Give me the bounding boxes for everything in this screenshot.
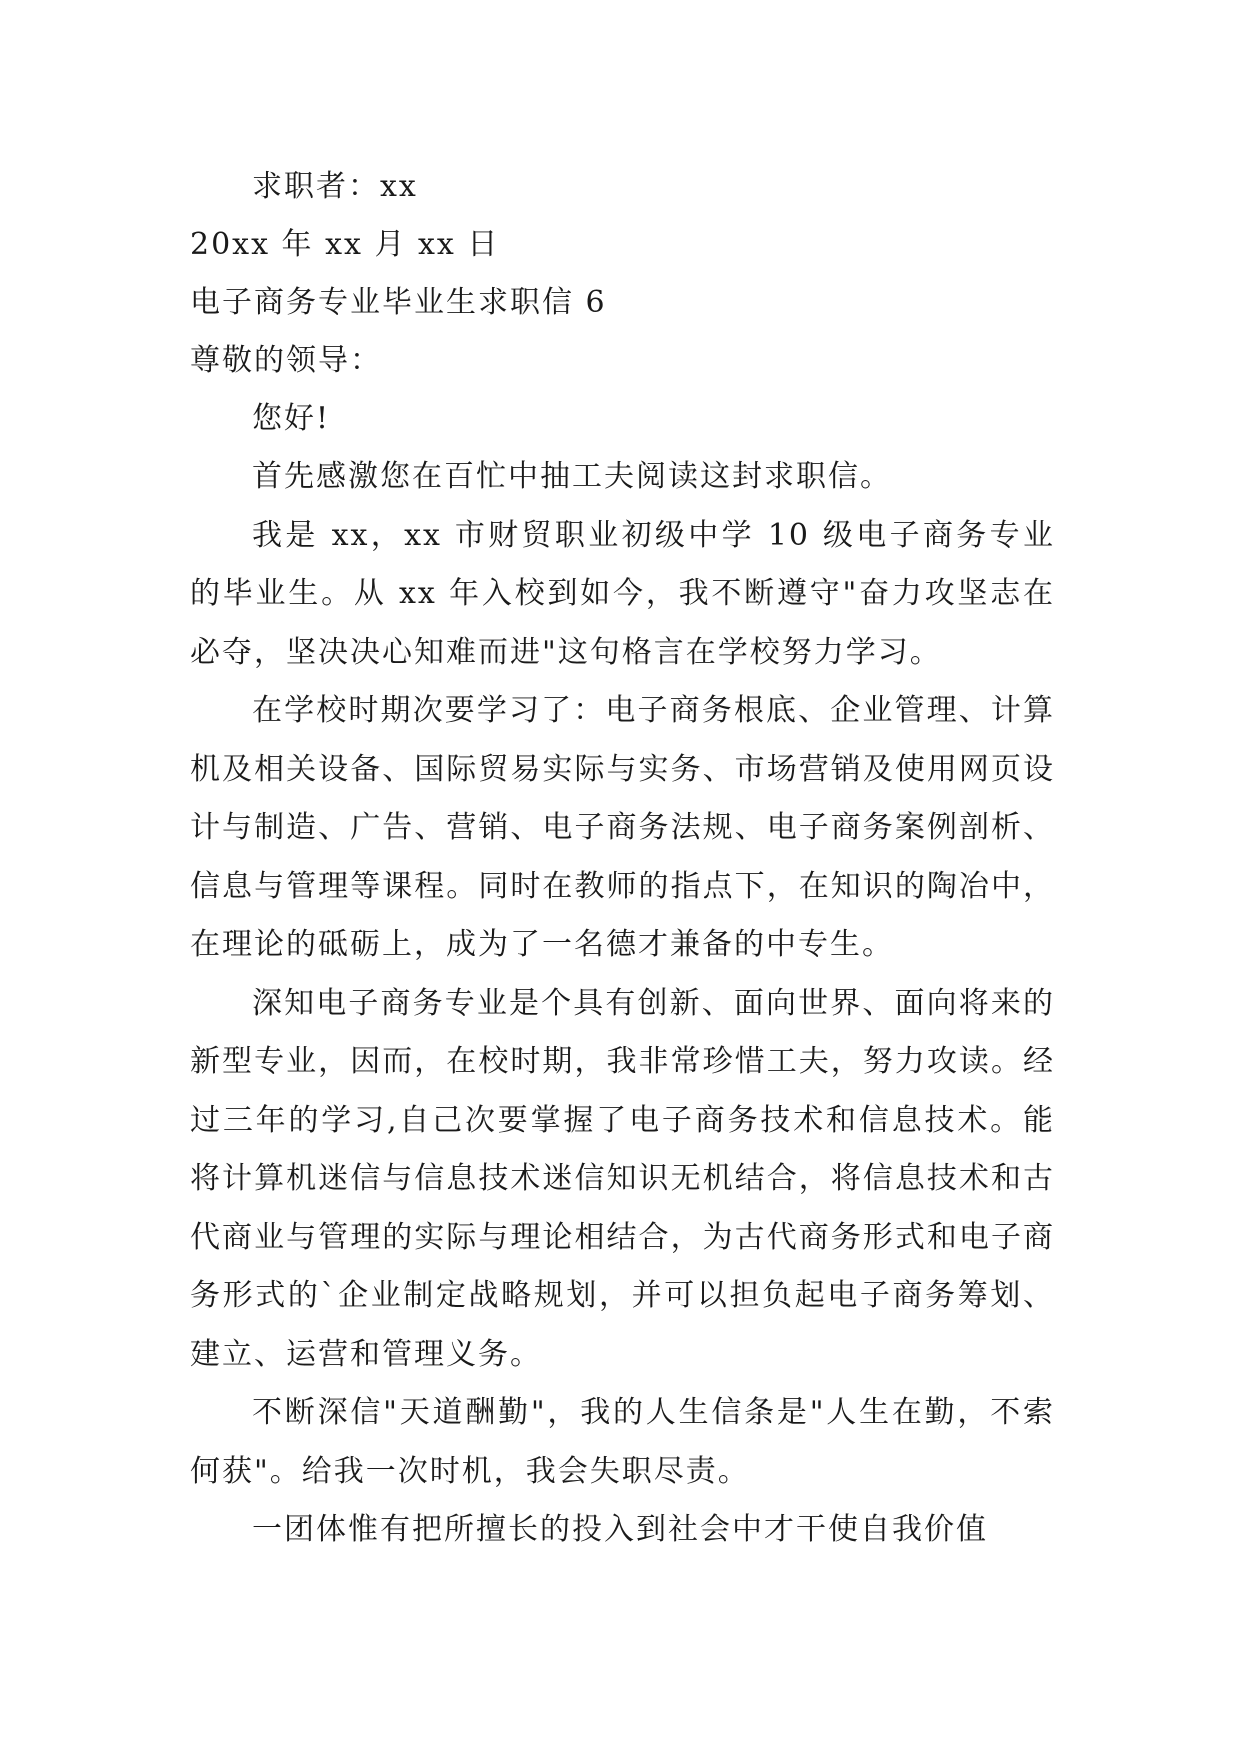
document-page: [190, 158, 1055, 1560]
signer-line: 求职者：xx: [252, 169, 418, 204]
date-line: 20xx 年 xx 月 xx 日: [190, 227, 500, 262]
salutation: 尊敬的领导：: [190, 343, 382, 378]
paragraph: 我是 xx，xx 市财贸职业初级中学 10 级电子商务专业的毕业生。从 xx 年入校到如今，我不断遵守"奋力攻坚志在必夺，坚决决心知难而进"这句格言在学校努力学习。: [190, 517, 1055, 670]
paragraph: 一团体惟有把所擅长的投入到社会中才干使自我价值: [252, 1512, 988, 1547]
paragraph: 在学校时期次要学习了：电子商务根底、企业管理、计算机及相关设备、国际贸易实际与实务、市场营销及使用网页设计与制造、广告、营销、电子商务法规、电子商务案例剖析、信息与管理等课程。同时在教师的指点下，在知识的陶冶中，在理论的砥砺上，成为了一名德才兼备的中专生。: [190, 693, 1055, 962]
letter-title: 电子商务专业毕业生求职信 6: [190, 285, 607, 320]
paragraph: 深知电子商务专业是个具有创新、面向世界、面向将来的新型专业，因而，在校时期，我非常珍惜工夫，努力攻读。经过三年的学习,自己次要掌握了电子商务技术和信息技术。能将计算机迷信与信息技术迷信知识无机结合，将信息技术和古代商业与管理的实际与理论相结合，为古代商务形式和电子商务形式的`企业制定战略规划，并可以担负起电子商务筹划、建立、运营和管理义务。: [190, 985, 1055, 1372]
greeting: 您好!: [252, 401, 331, 436]
paragraph: 不断深信"天道酬勤"，我的人生信条是"人生在勤，不索何获"。给我一次时机，我会失职尽责。: [190, 1395, 1055, 1489]
paragraph: 首先感激您在百忙中抽工夫阅读这封求职信。: [252, 459, 892, 494]
